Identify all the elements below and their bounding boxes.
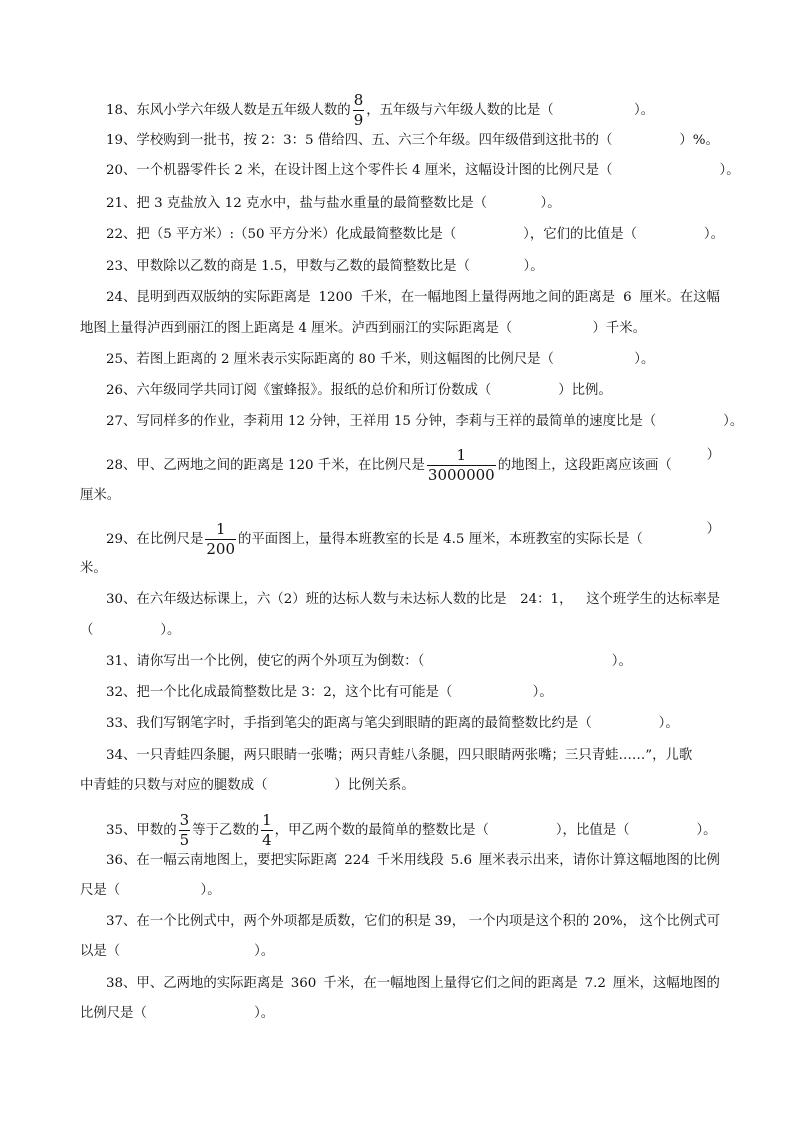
- question-33: 33、我们写钢笔字时，手指到笔尖的距离与笔尖到眼睛的距离的最简整数比约是（ ）。: [106, 716, 679, 731]
- question-35: 35、甲数的 $\frac{3}{5}$ 等于乙数的 $\frac{1}{4}$ ，甲乙两个数的最简单的整数比是（ ），比值是（ ）。: [106, 811, 717, 849]
- question-24-line-1: 24、昆明到西双版纳的实际距离是 1200 千米，在一幅地图上量得两地之间的距离是 6 厘米。在这幅: [106, 290, 720, 305]
- question-23: 23、甲数除以乙数的商是 1.5，甲数与乙数的最简整数比是（ ）。: [106, 259, 544, 274]
- question-34-line-1: 34、一只青蛙四条腿，两只眼睛一张嘴；两只青蛙八条腿，四只眼睛两张嘴；三只青蛙……”，儿歌: [106, 748, 693, 763]
- fraction-1-4: $\frac{1}{4}$: [262, 811, 272, 849]
- question-38-line-2: 比例尺是（ ）。: [80, 1006, 275, 1021]
- question-28-line-2: 厘米。: [80, 488, 121, 503]
- question-38-line-1: 38、甲、乙两地的实际距离是 360 千米，在一幅地图上量得它们之间的距离是 7.2 厘米，这幅地图的: [106, 976, 720, 991]
- question-25: 25、若图上距离的 2 厘米表示实际距离的 80 千米，则这幅图的比例尺是（ ）。: [106, 352, 655, 367]
- question-26: 26、六年级同学共同订阅《蜜蜂报》。报纸的总价和所订份数成（ ）比例。: [106, 383, 612, 398]
- question-37-line-1: 37、在一个比例式中，两个外项都是质数，它们的积是 39， 一个内项是这个积的 20%， 这个比例式可: [106, 914, 720, 929]
- question-31: 31、请你写出一个比例，使它的两个外项互为倒数：（ ）。: [106, 654, 632, 669]
- question-30-line-1: 30、在六年级达标课上，六（2）班的达标人数与未达标人数的比是 24：1， 这个班学生的达标率是: [106, 592, 720, 607]
- question-29: 29、在比例尺是 $\frac{1}{200}$ 的平面图上，量得本班教室的长是 4.5 厘米，本班教室的实际长是（ ）: [106, 520, 720, 558]
- question-29-line-2: 米。: [80, 561, 107, 576]
- fraction-scale-1-200: $\frac{1}{200}$: [206, 520, 236, 558]
- fraction-3-5: $\frac{3}{5}$: [179, 811, 190, 849]
- question-28: 28、甲、乙两地之间的距离是 120 千米，在比例尺是 $\frac{1}{3000000}$ 的地图上，这段距离应该画（ ）: [106, 446, 720, 484]
- question-21: 21、把 3 克盐放入 12 克水中，盐与盐水重量的最简整数比是（ ）。: [106, 196, 561, 211]
- question-37-line-2: 以是（ ）。: [80, 944, 275, 959]
- question-18: 18、东风小学六年级人数是五年级人数的 $\frac{8}{9}$ ，五年级与六年级人数的比是（ ）。: [106, 91, 655, 129]
- question-36-line-1: 36、在一幅云南地图上，要把实际距离 224 千米用线段 5.6 厘米表示出来，请你计算这幅地图的比例: [106, 853, 720, 868]
- fraction-scale-1-3000000: $\frac{1}{3000000}$: [427, 446, 495, 484]
- question-27: 27、写同样多的作业，李莉用 12 分钟，王祥用 15 分钟，李莉与王祥的最简单的速度比是（ ）。: [106, 414, 744, 429]
- fraction-8-9: $\frac{8}{9}$: [353, 91, 364, 129]
- question-20: 20、一个机器零件长 2 米，在设计图上这个零件长 4 厘米，这幅设计图的比例尺是（ ）。: [106, 163, 740, 178]
- question-30-line-2: （ ）。: [80, 623, 181, 638]
- question-36-line-2: 尺是（ ）。: [80, 883, 221, 898]
- question-24-line-2: 地图上量得泸西到丽江的图上距离是 4 厘米。泸西到丽江的实际距离是（ ）千米。: [80, 321, 647, 336]
- question-34-line-2: 中青蛙的只数与对应的腿数成（ ）比例关系。: [80, 778, 415, 793]
- question-22: 22、把（5 平方米）:（50 平方分米）化成最简整数比是（ ），它们的比值是（ ）。: [106, 227, 725, 242]
- question-19: 19、学校购到一批书，按 2：3：5 借给四、五、六三个年级。四年级借到这批书的（ ）%。: [106, 133, 719, 148]
- question-32: 32、把一个比化成最简整数比是 3：2，这个比有可能是（ ）。: [106, 685, 553, 700]
